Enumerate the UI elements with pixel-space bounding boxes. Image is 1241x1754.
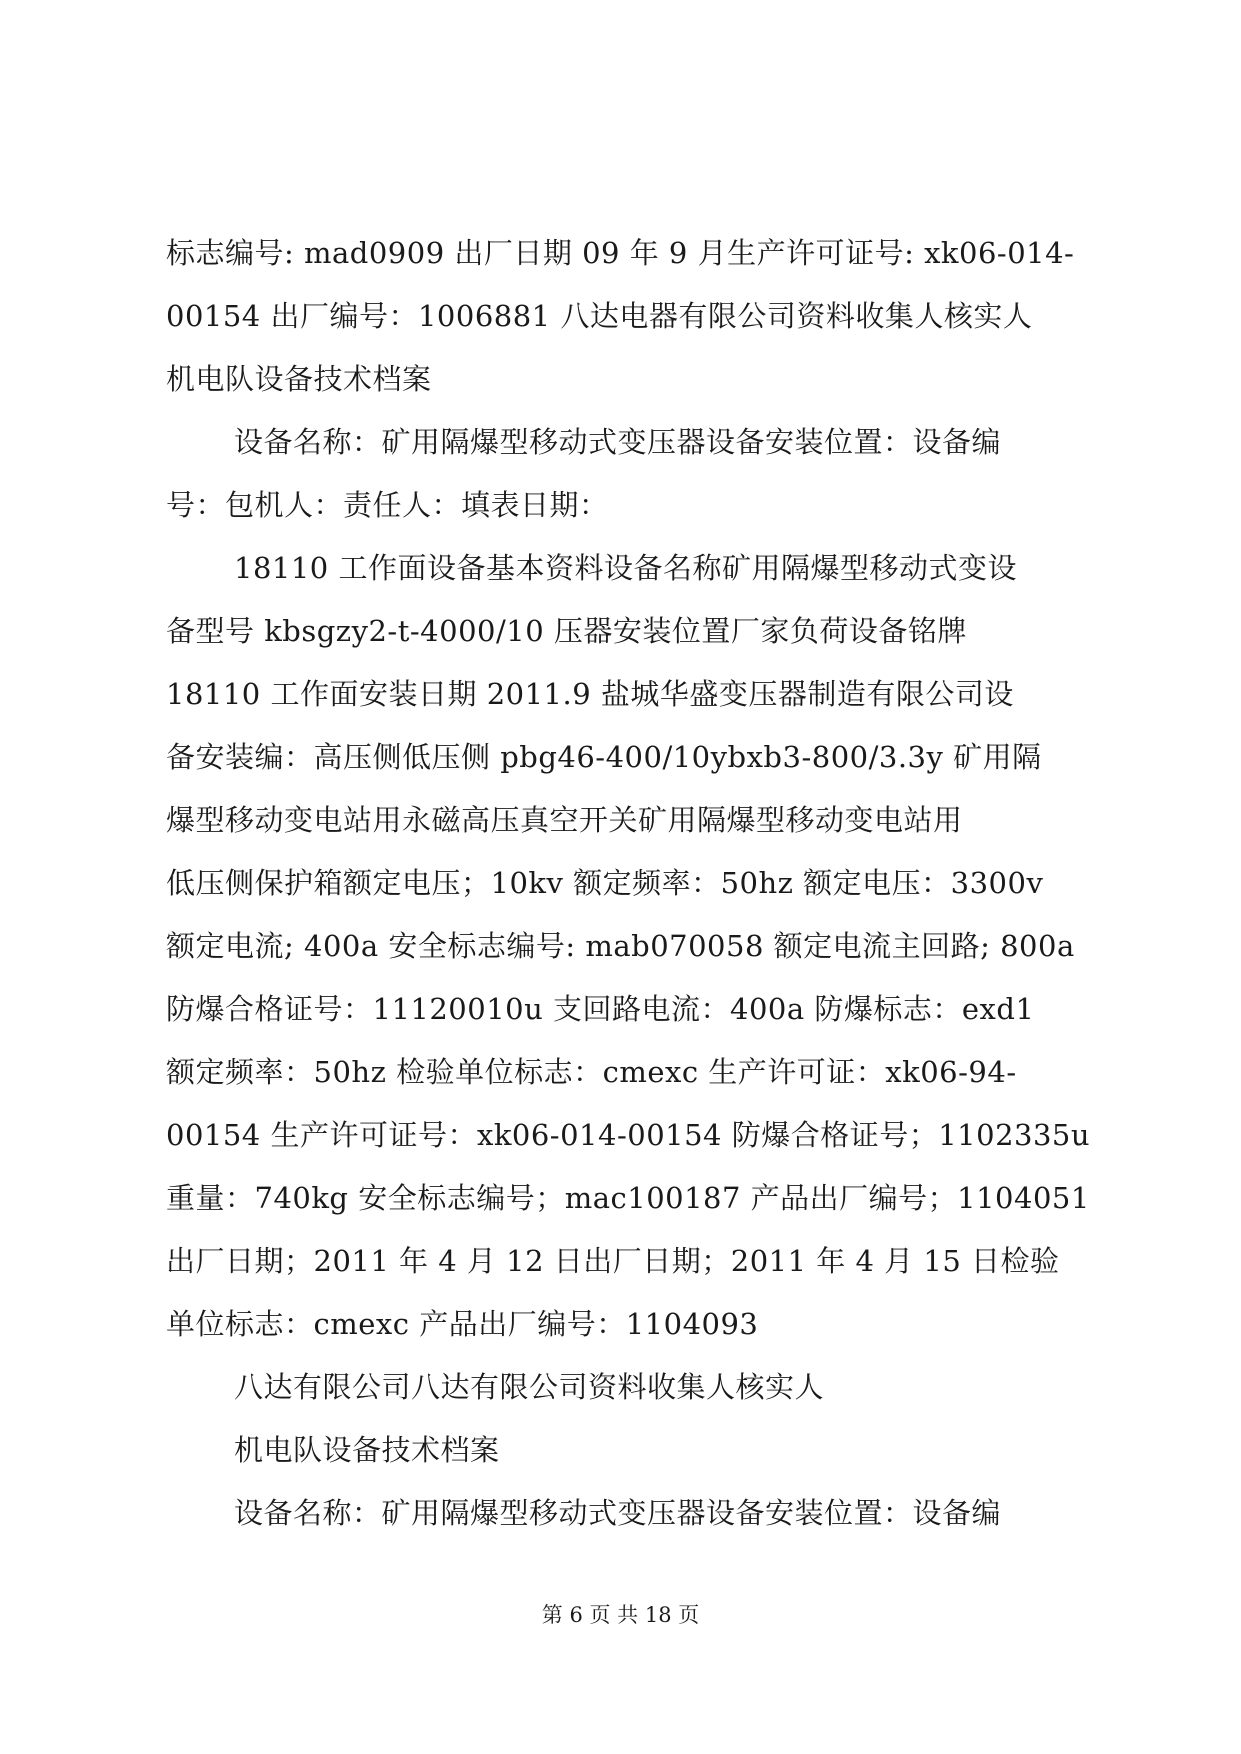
text-line: 额定电流; 400a 安全标志编号: mab070058 额定电流主回路; 800a xyxy=(166,929,1075,963)
text-line: 额定频率：50hz 检验单位标志：cmexc 生产许可证：xk06-94- xyxy=(166,1055,1017,1089)
text-line: 八达有限公司八达有限公司资料收集人核实人 xyxy=(234,1370,825,1404)
text-line: 防爆合格证号：11120010u 支回路电流：400a 防爆标志：exd1 xyxy=(166,992,1035,1026)
text-line: 标志编号: mad0909 出厂日期 09 年 9 月生产许可证号: xk06-014- xyxy=(166,236,1075,270)
text-line: 18110 工作面安装日期 2011.9 盐城华盛变压器制造有限公司设 xyxy=(166,677,1014,711)
page-number-footer: 第 6 页 共 18 页 xyxy=(541,1603,700,1627)
text-line: 18110 工作面设备基本资料设备名称矿用隔爆型移动式变设 xyxy=(234,551,1017,585)
text-line: 00154 出厂编号：1006881 八达电器有限公司资料收集人核实人 xyxy=(166,299,1033,333)
text-line: 00154 生产许可证号：xk06-014-00154 防爆合格证号；1102335u xyxy=(166,1118,1091,1152)
text-line: 单位标志：cmexc 产品出厂编号：1104093 xyxy=(166,1307,759,1341)
text-line: 设备名称：矿用隔爆型移动式变压器设备安装位置：设备编 xyxy=(234,1496,1002,1530)
text-line: 备型号 kbsgzy2-t-4000/10 压器安装位置厂家负荷设备铭牌 xyxy=(166,614,967,648)
text-line: 设备名称：矿用隔爆型移动式变压器设备安装位置：设备编 xyxy=(234,425,1002,459)
text-line: 重量：740kg 安全标志编号；mac100187 产品出厂编号；1104051 xyxy=(166,1181,1090,1215)
text-line: 备安装编：高压侧低压侧 pbg46-400/10ybxb3-800/3.3y 矿用隔 xyxy=(166,740,1042,774)
text-line: 低压侧保护箱额定电压；10kv 额定频率：50hz 额定电压：3300v xyxy=(166,866,1044,900)
text-line: 爆型移动变电站用永磁高压真空开关矿用隔爆型移动变电站用 xyxy=(166,803,963,837)
document-body xyxy=(166,222,1091,1545)
text-line: 机电队设备技术档案 xyxy=(166,362,432,396)
text-line: 号：包机人：责任人：填表日期： xyxy=(166,488,609,522)
text-line: 机电队设备技术档案 xyxy=(234,1433,500,1467)
text-line: 出厂日期；2011 年 4 月 12 日出厂日期；2011 年 4 月 15 日检验 xyxy=(166,1244,1060,1278)
